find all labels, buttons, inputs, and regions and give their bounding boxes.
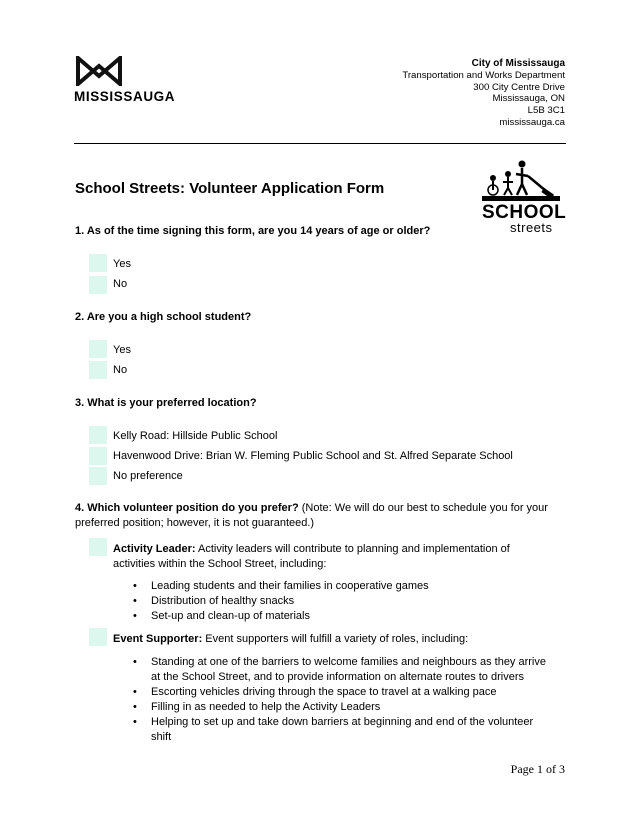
activity-leader-checkbox[interactable] bbox=[89, 538, 107, 556]
school-streets-logo-school: SCHOOL bbox=[482, 202, 567, 223]
list-item: • Filling in as needed to help the Activity Leaders bbox=[133, 700, 553, 715]
list-item: • Helping to set up and take down barriers at beginning and end of the volunteer shift bbox=[133, 715, 553, 745]
question-4-text: 4. Which volunteer position do you prefer? bbox=[75, 502, 299, 514]
question-4 bbox=[75, 501, 570, 531]
q3-no-preference-label: No preference bbox=[113, 470, 183, 482]
street-address: 300 City Centre Drive bbox=[473, 81, 565, 93]
school-streets-logo-streets: streets bbox=[510, 220, 553, 235]
question-1: 1. As of the time signing this form, are you 14 years of age or older? bbox=[75, 225, 431, 237]
activity-leader-bullets bbox=[133, 579, 553, 624]
q3-kelly-road-label: Kelly Road: Hillside Public School bbox=[113, 430, 278, 442]
q1-yes-label: Yes bbox=[113, 258, 131, 270]
school-streets-logo bbox=[480, 160, 566, 241]
q1-no-label: No bbox=[113, 278, 128, 290]
q3-havenwood-label: Havenwood Drive: Brian W. Fleming Public School and St. Alfred Separate School bbox=[113, 450, 513, 462]
q1-no-checkbox[interactable] bbox=[89, 276, 107, 294]
website: mississauga.ca bbox=[499, 116, 565, 128]
question-3: 3. What is your preferred location? bbox=[75, 397, 257, 409]
event-supporter-bullets bbox=[133, 655, 553, 745]
activity-leader-text: Activity leaders will contribute to planning and implementation of activities within the School Street, including: bbox=[113, 543, 510, 570]
department-name: Transportation and Works Department bbox=[402, 69, 565, 81]
city-line: Mississauga, ON bbox=[492, 93, 565, 105]
address-block bbox=[402, 58, 565, 129]
organization-name: City of Mississauga bbox=[471, 58, 565, 69]
q3-no-preference-checkbox[interactable] bbox=[89, 467, 107, 485]
header-divider bbox=[74, 143, 566, 144]
q2-no-label: No bbox=[113, 364, 128, 376]
question-4-note: (Note: We will do our best to schedule you for your preferred position; however, it is not guaranteed.) bbox=[75, 502, 548, 529]
q2-yes-checkbox[interactable] bbox=[89, 340, 107, 358]
mississauga-logo-mark bbox=[74, 56, 124, 91]
activity-leader-description bbox=[113, 542, 533, 572]
activity-leader-label: Activity Leader: bbox=[113, 543, 196, 555]
question-2: 2. Are you a high school student? bbox=[75, 311, 252, 323]
q2-no-checkbox[interactable] bbox=[89, 361, 107, 379]
list-item: • Leading students and their families in cooperative games bbox=[133, 579, 553, 594]
page-number: Page 1 of 3 bbox=[510, 762, 565, 776]
mississauga-logo-text: MISSISSAUGA bbox=[74, 89, 176, 104]
list-item: • Escorting vehicles driving through the space to travel at a walking pace bbox=[133, 685, 553, 700]
q1-yes-checkbox[interactable] bbox=[89, 254, 107, 272]
page-title: School Streets: Volunteer Application Form bbox=[75, 180, 385, 197]
q3-havenwood-checkbox[interactable] bbox=[89, 447, 107, 465]
list-item: • Set-up and clean-up of materials bbox=[133, 609, 553, 624]
event-supporter-text: Event supporters will fulfill a variety of roles, including: bbox=[202, 633, 469, 645]
event-supporter-label: Event Supporter: bbox=[113, 633, 203, 645]
q2-yes-label: Yes bbox=[113, 344, 131, 356]
event-supporter-description bbox=[113, 632, 533, 647]
list-item: • Distribution of healthy snacks bbox=[133, 594, 553, 609]
postal-code: L5B 3C1 bbox=[527, 105, 565, 117]
list-item: • Standing at one of the barriers to welcome families and neighbours as they arrive at the School Street, and to provide information on alternate routes to drivers bbox=[133, 655, 553, 685]
event-supporter-checkbox[interactable] bbox=[89, 628, 107, 646]
q3-kelly-road-checkbox[interactable] bbox=[89, 426, 107, 444]
